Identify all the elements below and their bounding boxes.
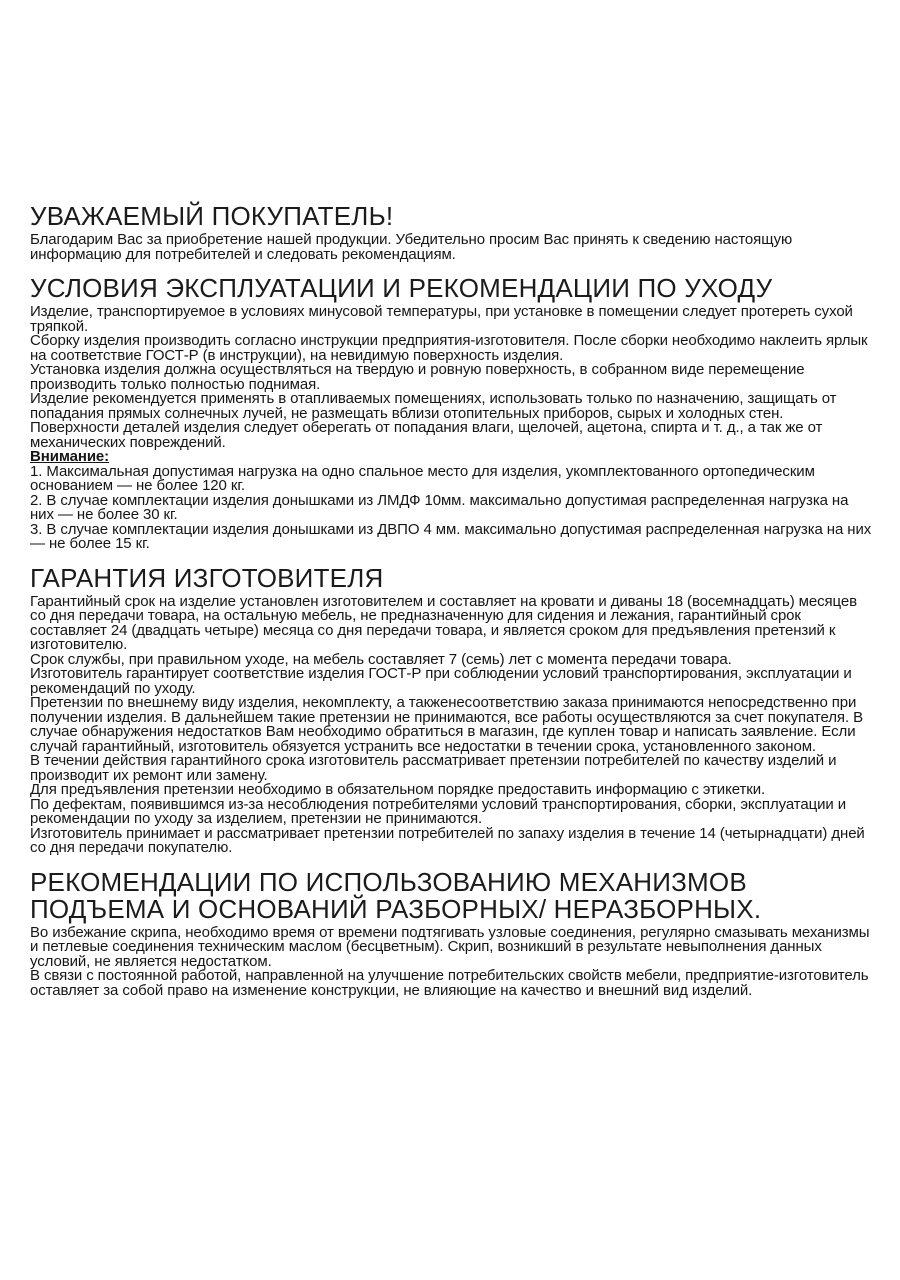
attention-item: 3. В случае комплектации изделия донышками из ДВПО 4 мм. максимально допустимая распределенная нагрузка на них — не более 15 кг.: [30, 520, 872, 552]
paragraph: Благодарим Вас за приобретение нашей продукции. Убедительно просим Вас принять к сведению настоящую информацию для потребителей и следовать рекомендациям.: [30, 231, 793, 263]
section-warranty: [30, 562, 872, 856]
paragraph: В связи с постоянной работой, направленной на улучшение потребительских свойств мебели, предприятие-изготовитель оставляет за собой право на изменение конструкции, не влияющие на качество и внешний вид изделий.: [30, 967, 869, 999]
attention-label: Внимание:: [30, 448, 110, 465]
attention-item: 2. В случае комплектации изделия донышками из ЛМДФ 10мм. максимально допустимая распределенная нагрузка на них — не более 30 кг.: [30, 491, 849, 523]
paragraph: Установка изделия должна осуществляться на твердую и ровную поверхность, в собранном виде перемещение производить только полностью поднимая.: [30, 361, 805, 393]
paragraph: Гарантийный срок на изделие установлен изготовителем и составляет на кровати и диваны 18 (восемнадцать) месяцев со дня передачи товара, на остальную мебель, не предназначенную для сидения и лежания, гарантийный срок составляет 24 (двадцать четыре) месяца со дня передачи товара, и является сроком для предъявления претензий к изготовителю.: [30, 592, 857, 653]
paragraph: Срок службы, при правильном уходе, на мебель составляет 7 (семь) лет с момента передачи товара.: [30, 650, 732, 668]
paragraph: Сборку изделия производить согласно инструкции предприятия-изготовителя. После сборки необходимо наклеить ярлык на соответствие ГОСТ-Р (в инструкции), на невидимую поверхность изделия.: [30, 332, 868, 364]
paragraph: Изделие, транспортируемое в условиях минусовой температуры, при установке в помещении следует протереть сухой тряпкой.: [30, 303, 853, 335]
heading-warranty: ГАРАНТИЯ ИЗГОТОВИТЕЛЯ: [30, 562, 384, 593]
paragraph: Для предъявления претензии необходимо в обязательном порядке предоставить информацию с этикетки.: [30, 781, 766, 798]
paragraph: Изделие рекомендуется применять в отапливаемых помещениях, использовать только по назначению, защищать от попадания прямых солнечных лучей, не размещать вблизи отопительных приборов, сырых и холодных стен.: [30, 390, 837, 422]
heading-usage-conditions: УСЛОВИЯ ЭКСПЛУАТАЦИИ И РЕКОМЕНДАЦИИ ПО УХОДУ: [30, 273, 773, 303]
heading-dear-customer: УВАЖАЕМЫЙ ПОКУПАТЕЛЬ!: [30, 201, 394, 231]
paragraph: Претензии по внешнему виду изделия, некомплекту, а такженесоответствию заказа принимаются непосредственно при получении изделия. В дальнейшем такие претензии не принимаются, все работы осуществляются за счет покупателя. В случае обнаружения недостатков Вам необходимо обратиться в магазин, где куплен товар и написать заявление. Если случай гарантийный, изготовитель обязуется устранить все недостатки в течении срока, установленного законом.: [30, 694, 863, 755]
paragraph: По дефектам, появившимся из-за несоблюдения потребителями условий транспортирования, сборки, эксплуатации и рекомендации по уходу за изделием, претензии не принимаются.: [30, 795, 846, 827]
paragraph: Поверхности деталей изделия следует оберегать от попадания влаги, щелочей, ацетона, спирта и т. д., а так же от механических повреждений.: [30, 419, 823, 451]
attention-item: 1. Максимальная допустимая нагрузка на одно спальное место для изделия, укомплектованного ортопедическим основанием — не более 120 кг.: [30, 462, 815, 494]
paragraph: В течении действия гарантийного срока изготовитель рассматривает претензии потребителей по качеству изделий и производит их ремонт или замену.: [30, 752, 837, 784]
paragraph: Изготовитель принимает и рассматривает претензии потребителей по запаху изделия в течение 14 (четырнадцати) дней со дня передачи покупателю.: [30, 824, 865, 856]
section-lift-mechanisms: [30, 866, 872, 999]
section-usage-conditions: [30, 275, 872, 552]
section-dear-customer: [30, 203, 872, 262]
heading-lift-mechanisms: РЕКОМЕНДАЦИИ ПО ИСПОЛЬЗОВАНИЮ МЕХАНИЗМОВ ПОДЪЕМА И ОСНОВАНИЙ РАЗБОРНЫХ/ НЕРАЗБОРНЫХ.: [30, 866, 762, 924]
paragraph: Изготовитель гарантирует соответствие изделия ГОСТ-Р при соблюдении условий транспортирования, эксплуатации и рекомендаций по уходу.: [30, 665, 852, 697]
paragraph: Во избежание скрипа, необходимо время от времени подтягивать узловые соединения, регулярно смазывать механизмы и петлевые соединения техническим маслом (бесцветным). Скрип, возникший в результате невыполнения данных условий, не является недостатком.: [30, 923, 870, 970]
